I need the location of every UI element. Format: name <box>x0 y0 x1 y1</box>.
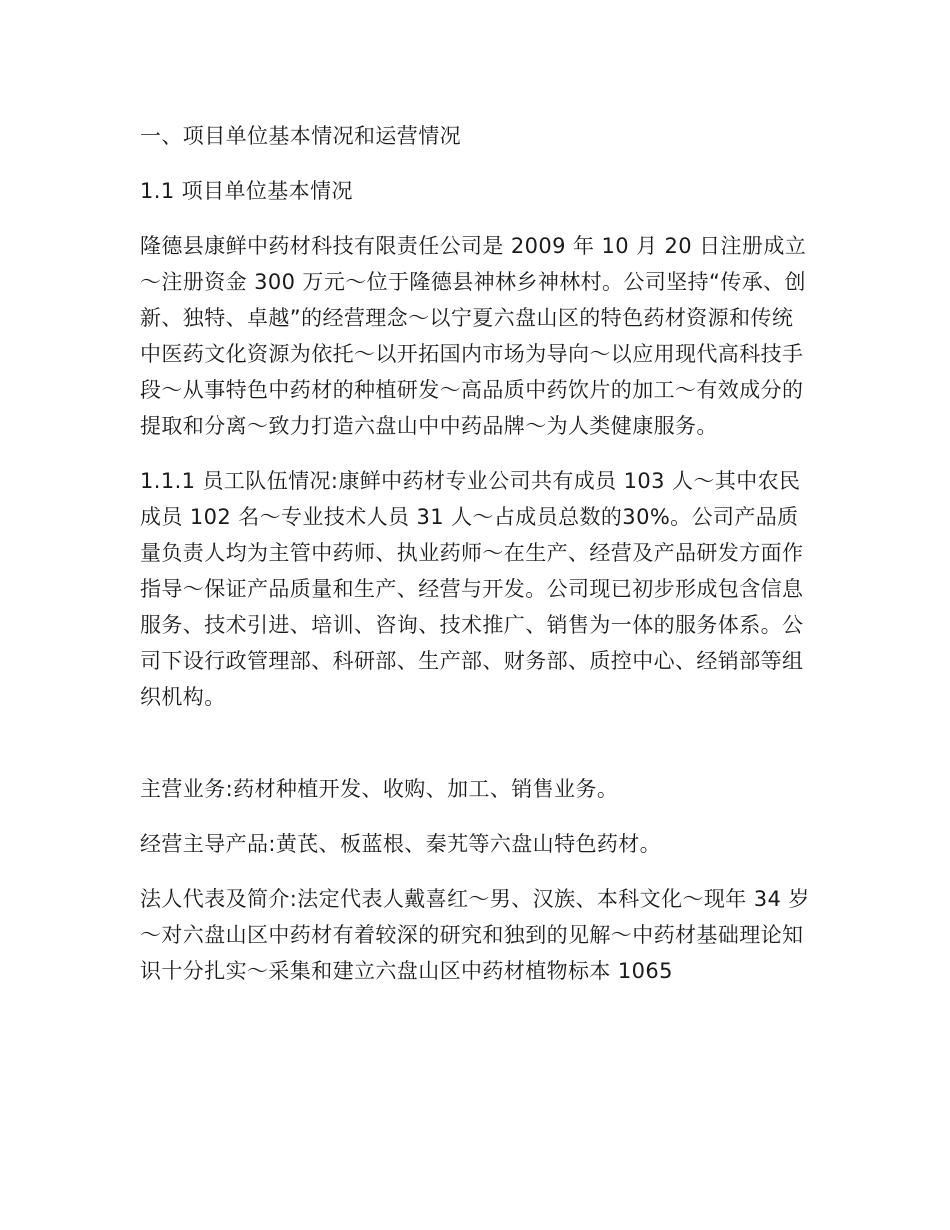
legal-representative-paragraph: 法人代表及简介:法定代表人戴喜红～男、汉族、本科文化～现年 34 岁～对六盘山区中药材有着较深的研究和独到的见解～中药材基础理论知识十分扎实～采集和建立六盘山区中药材植物标本 1065 <box>140 887 810 983</box>
main-business-paragraph: 主营业务:药材种植开发、收购、加工、销售业务。 <box>140 777 619 801</box>
subsection-heading: 1.1 项目单位基本情况 <box>140 179 353 203</box>
document-page <box>140 118 812 989</box>
main-products-paragraph: 经营主导产品:黄芪、板蓝根、秦艽等六盘山特色药材。 <box>140 832 662 856</box>
staff-paragraph: 1.1.1 员工队伍情况:康鲜中药材专业公司共有成员 103 人～其中农民成员 102 名～专业技术人员 31 人～占成员总数的30%。公司产品质量负责人均为主管中药师、执业药师～在生产、经营及产品研发方面作指导～保证产品质量和生产、经营与开发。公司现已初步形成包含信息服务、技术引进、培训、咨询、技术推广、销售为一体的服务体系。公司下设行政管理部、科研部、生产部、财务部、质控中心、经销部等组织机构。 <box>140 469 804 709</box>
section-heading: 一、项目单位基本情况和运营情况 <box>140 124 461 148</box>
company-intro-paragraph: 隆德县康鲜中药材科技有限责任公司是 2009 年 10 月 20 日注册成立～注册资金 300 万元～位于隆德县神林乡神林村。公司坚持“传承、创新、独特、卓越”的经营理念～以宁夏六盘山区的特色药材资源和传统中医药文化资源为依托～以开拓国内市场为导向～以应用现代高科技手段～从事特色中药材的种植研发～高品质中药饮片的加工～有效成分的提取和分离～致力打造六盘山中中药品牌～为人类健康服务。 <box>140 234 807 438</box>
